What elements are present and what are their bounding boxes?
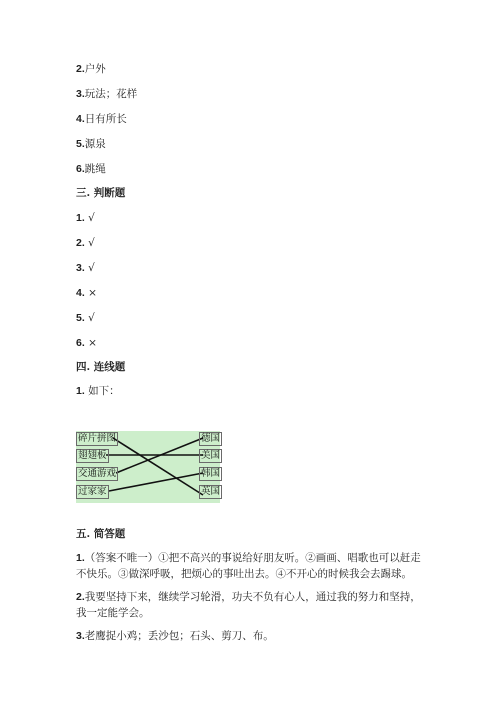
judge-item-4 <box>76 286 97 300</box>
item-number: 2. <box>76 237 85 249</box>
cross-mark: × <box>88 337 97 349</box>
matching-diagram <box>76 431 220 503</box>
answer-text: （答案不唯一）①把不高兴的事说给好朋友听。②画画、唱歌也可以赶走不快乐。③做深呼吸，把烦心的事吐出去。④不开心的时候我会去踢球。 <box>76 552 421 580</box>
check-mark: √ <box>88 262 95 274</box>
item-text: 如下： <box>88 385 120 397</box>
answer-number: 6. <box>76 163 85 175</box>
answer-line-2 <box>76 62 106 76</box>
answer-line-5 <box>76 137 106 151</box>
item-number: 2. <box>76 591 85 603</box>
check-mark: √ <box>88 237 95 249</box>
answer-text: 日有所长 <box>84 113 127 125</box>
short-answer-1 <box>76 550 428 582</box>
item-number: 1. <box>76 212 85 224</box>
answer-text: 跳绳 <box>84 163 106 175</box>
right-item: 英国 <box>201 486 221 497</box>
answer-line-6 <box>76 162 106 176</box>
judge-item-6 <box>76 336 97 350</box>
answer-text: 老鹰捉小鸡；丢沙包；石头、剪刀、布。 <box>84 630 274 642</box>
short-answer-2 <box>76 589 428 621</box>
left-item: 交通游戏 <box>78 468 117 479</box>
right-item: 韩国 <box>201 468 221 479</box>
short-answer-3 <box>76 628 428 644</box>
answer-number: 2. <box>76 63 85 75</box>
left-item: 碎片拼图 <box>78 433 117 444</box>
link-line <box>109 473 203 491</box>
judge-item-2 <box>76 236 95 250</box>
answer-text: 玩法；花样 <box>84 88 138 100</box>
link-line <box>113 438 203 495</box>
cross-mark: × <box>88 287 97 299</box>
item-number: 5. <box>76 312 85 324</box>
section-5-heading: 五. 简答题 <box>76 528 126 540</box>
right-item: 美国 <box>201 450 221 461</box>
section-4-heading: 四. 连线题 <box>76 361 126 373</box>
item-number: 6. <box>76 337 85 349</box>
judge-item-3 <box>76 261 95 275</box>
check-mark: √ <box>88 312 95 324</box>
item-number: 1. <box>76 385 85 397</box>
answer-number: 5. <box>76 138 85 150</box>
left-item: 翅翅板 <box>78 450 107 461</box>
judge-item-1 <box>76 211 95 225</box>
right-item: 德国 <box>201 433 221 444</box>
answer-number: 3. <box>76 88 85 100</box>
left-item: 过家家 <box>78 486 107 497</box>
answer-line-4 <box>76 112 127 126</box>
matching-item-1 <box>76 384 120 398</box>
answer-line-3 <box>76 87 137 101</box>
judge-item-5 <box>76 311 95 325</box>
answer-text: 户外 <box>84 63 106 75</box>
section-3-heading: 三. 判断题 <box>76 187 126 199</box>
item-number: 1. <box>76 552 85 564</box>
answer-text: 源泉 <box>84 138 106 150</box>
item-number: 3. <box>76 262 85 274</box>
item-number: 3. <box>76 630 85 642</box>
item-number: 4. <box>76 287 85 299</box>
answer-number: 4. <box>76 113 85 125</box>
check-mark: √ <box>88 212 95 224</box>
answer-text: 我要坚持下来，继续学习轮滑，功夫不负有心人，通过我的努力和坚持，我一定能学会。 <box>76 591 421 619</box>
